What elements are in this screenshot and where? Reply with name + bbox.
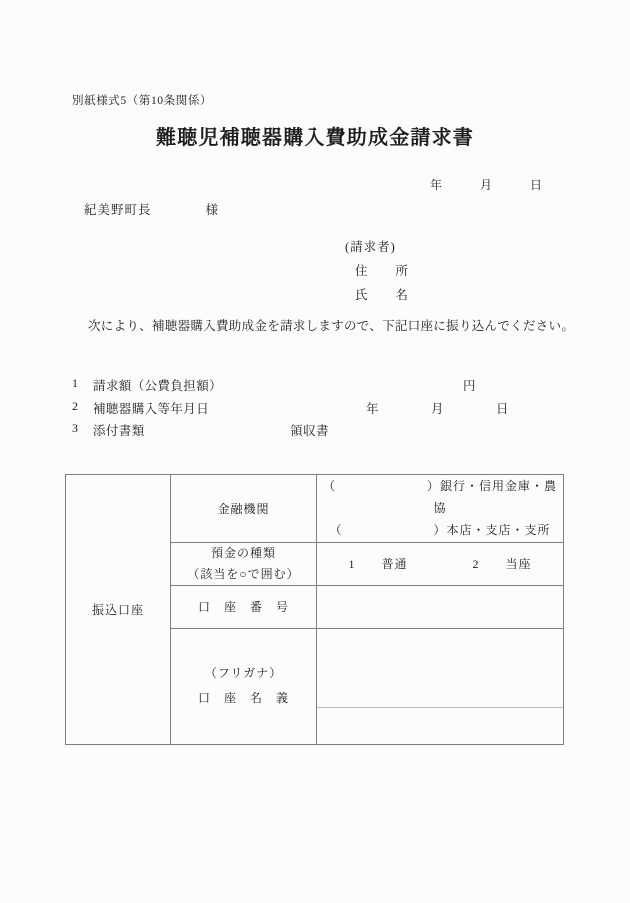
- item-number-2: 2: [72, 399, 78, 413]
- table-cell-account-number[interactable]: [317, 585, 564, 628]
- page-title: 難聴児補聴器購入費助成金請求書: [156, 127, 474, 149]
- requester-name-label: 氏 名: [355, 288, 410, 302]
- requester-address-label: 住 所: [355, 264, 410, 278]
- item-label-attachments: 添付書類: [93, 424, 145, 438]
- item-number-1: 1: [72, 376, 78, 390]
- table-row-financial-institution: [66, 475, 564, 543]
- table-label-account-holder: [171, 628, 317, 744]
- table-label-account-number: 口 座 番 号: [171, 585, 317, 628]
- body-sentence: 次により、補聴器購入費助成金を請求しますので、下記口座に振り込んでください。: [88, 319, 575, 333]
- table-cell-account-holder: [317, 628, 564, 744]
- bank-name-line: （ ）銀行・信用金庫・農協: [322, 479, 557, 516]
- bank-account-table: [65, 474, 564, 745]
- deposit-type-label-line1: 預金の種類: [210, 545, 276, 560]
- item-label-purchase-date: 補聴器購入等年月日: [93, 402, 210, 416]
- form-code-label: 別紙様式5（第10条関係）: [72, 95, 213, 107]
- table-label-financial-institution: 金融機関: [171, 475, 317, 543]
- date-line: 年 月 日: [430, 178, 543, 192]
- requester-label: (請求者): [345, 240, 396, 254]
- table-label-deposit-type: [171, 542, 317, 585]
- account-holder-label: 口 座 名 義: [197, 691, 289, 706]
- item-label-claim-amount: 請求額（公費負担額）: [93, 379, 223, 393]
- table-cell-financial-institution[interactable]: [317, 475, 564, 543]
- addressee-line: 紀美野町長 様: [84, 203, 220, 217]
- bank-branch-line: （ ）本店・支店・支所: [329, 523, 551, 538]
- table-header-transfer-account: 振込口座: [66, 475, 171, 745]
- item-number-3: 3: [72, 421, 78, 435]
- furigana-label: （フリガナ）: [204, 665, 283, 680]
- item-value-purchase-date: 年 月 日: [366, 402, 510, 416]
- item-unit-yen: 円: [463, 379, 477, 393]
- furigana-input-slot[interactable]: [317, 665, 563, 708]
- item-value-attachments: 領収書: [290, 424, 330, 438]
- table-cell-deposit-type-options[interactable]: 1 普通 2 当座: [317, 542, 564, 585]
- deposit-type-label-line2: （該当を○で囲む）: [187, 566, 300, 581]
